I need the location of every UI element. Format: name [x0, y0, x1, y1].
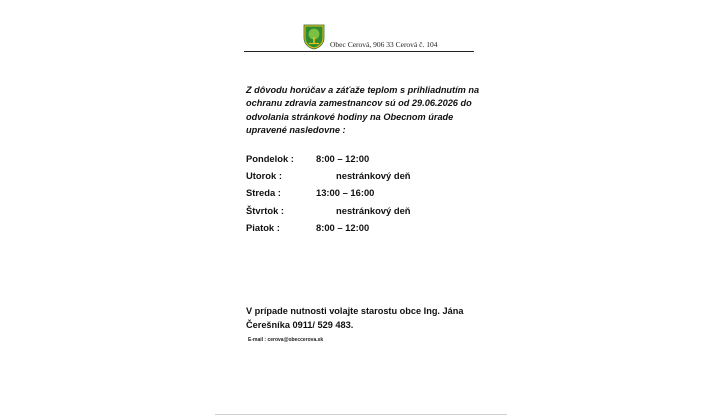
header-divider [244, 51, 474, 52]
contact-text: V prípade nutnosti volajte starostu obce Ing. Jána Čerešníka 0911/ 529 483. [246, 306, 464, 331]
schedule-hours: nestránkový deň [336, 170, 411, 181]
contact-email: E-mail : cerova@obeccerova.sk [248, 337, 324, 343]
schedule-day: Štvrtok : [246, 205, 285, 216]
coat-of-arms-icon [303, 24, 325, 50]
schedule-hours: nestránkový deň [336, 205, 411, 216]
letterhead-address: Obec Cerová, 906 33 Cerová č. 104 [330, 40, 438, 49]
notice-text: Z dôvodu horúčav a záťaže teplom s prihliadnutím na ochranu zdravia zamestnancov sú od 29.06.2026 do odvolania stránkové hodiny na Obecnom úrade upravené nasledovne : [246, 85, 480, 136]
schedule-day: Streda : [246, 187, 281, 198]
page-bottom-edge [215, 414, 507, 415]
schedule-day: Utorok : [246, 170, 282, 181]
schedule-day: Pondelok : [246, 153, 294, 164]
schedule-hours: 8:00 – 12:00 [316, 153, 370, 164]
schedule-hours: 8:00 – 12:00 [316, 222, 370, 233]
schedule-day: Piatok : [246, 222, 280, 233]
schedule-hours: 13:00 – 16:00 [316, 187, 375, 198]
